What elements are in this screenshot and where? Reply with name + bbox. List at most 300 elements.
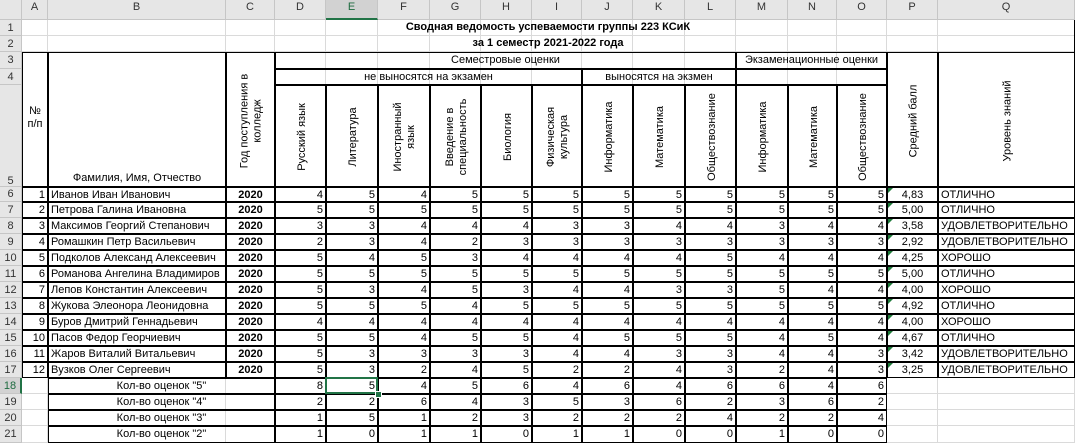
header-year — [226, 52, 275, 187]
column-header-d[interactable]: D — [275, 0, 326, 20]
grade-cell[interactable]: 5 — [275, 282, 326, 298]
grade-cell[interactable]: 5 — [685, 266, 736, 282]
student-name: Максимов Георгий Степанович — [48, 218, 226, 234]
grade-cell[interactable]: 4 — [788, 250, 837, 266]
row-header-10[interactable]: 10 — [0, 250, 22, 266]
count-cell[interactable]: 5 — [326, 378, 378, 394]
student-year: 2020 — [226, 282, 275, 298]
grade-cell[interactable]: 3 — [326, 234, 378, 250]
grade-cell[interactable]: 4 — [532, 250, 582, 266]
column-header-b[interactable]: B — [48, 0, 226, 20]
header-subject-11 — [788, 85, 837, 187]
grade-cell[interactable]: 5 — [275, 250, 326, 266]
student-average: 4,00 — [887, 314, 938, 330]
grid-cell[interactable] — [887, 426, 938, 443]
grade-cell[interactable]: 3 — [481, 234, 532, 250]
count-cell[interactable]: 3 — [736, 394, 788, 410]
warning-triangle-icon — [888, 267, 893, 272]
column-header-l[interactable]: L — [685, 0, 736, 20]
header-exam-carried: выносятся на экзмен — [582, 69, 736, 85]
student-name: Буров Дмитрий Геннадьевич — [48, 314, 226, 330]
grade-cell[interactable]: 5 — [481, 266, 532, 282]
count-cell[interactable]: 1 — [582, 426, 633, 443]
grade-cell[interactable]: 2 — [736, 362, 788, 378]
grade-cell[interactable]: 5 — [532, 202, 582, 218]
grade-cell[interactable]: 5 — [481, 362, 532, 378]
grade-cell[interactable]: 3 — [837, 234, 887, 250]
grade-cell[interactable]: 5 — [736, 298, 788, 314]
grade-cell[interactable]: 5 — [430, 202, 481, 218]
row-header-6[interactable]: 6 — [0, 187, 22, 202]
count-cell[interactable]: 3 — [582, 394, 633, 410]
grade-cell[interactable]: 4 — [685, 218, 736, 234]
grade-cell[interactable]: 5 — [378, 298, 430, 314]
student-name: Пасов Федор Георчиевич — [48, 330, 226, 346]
count-cell[interactable]: 4 — [788, 378, 837, 394]
header-average-label: Средний балл — [907, 84, 919, 157]
grade-cell[interactable]: 5 — [788, 266, 837, 282]
header-subject-2 — [326, 85, 378, 187]
student-average: 3,42 — [887, 346, 938, 362]
header-semester-grades: Семестровые оценки — [275, 52, 736, 69]
grade-cell[interactable]: 4 — [582, 346, 633, 362]
grade-cell[interactable]: 3 — [326, 362, 378, 378]
grade-cell[interactable]: 5 — [582, 330, 633, 346]
grade-cell[interactable]: 4 — [788, 314, 837, 330]
grade-cell[interactable]: 3 — [378, 346, 430, 362]
student-name: Иванов Иван Иванович — [48, 187, 226, 202]
column-header-i[interactable]: I — [532, 0, 582, 20]
grade-cell[interactable]: 2 — [378, 362, 430, 378]
grade-cell[interactable]: 4 — [582, 314, 633, 330]
grade-cell[interactable]: 3 — [788, 234, 837, 250]
fill-handle[interactable] — [375, 391, 382, 398]
column-header-m[interactable]: M — [736, 0, 788, 20]
grade-cell[interactable]: 3 — [685, 346, 736, 362]
grade-cell[interactable]: 3 — [430, 250, 481, 266]
header-subject-12-label: Обществознание — [856, 93, 869, 181]
count-cell[interactable]: 2 — [736, 410, 788, 426]
count-cell[interactable]: 0 — [633, 426, 685, 443]
warning-triangle-icon — [888, 235, 893, 240]
grade-cell[interactable]: 4 — [378, 187, 430, 202]
row-header-8[interactable]: 8 — [0, 218, 22, 234]
student-number: 2 — [22, 202, 48, 218]
count-cell[interactable]: 0 — [837, 426, 887, 443]
student-average: 4,00 — [887, 282, 938, 298]
grade-cell[interactable]: 3 — [685, 282, 736, 298]
count-cell[interactable]: 2 — [582, 410, 633, 426]
grade-cell[interactable]: 4 — [532, 346, 582, 362]
grade-cell[interactable]: 4 — [275, 187, 326, 202]
grade-cell[interactable]: 4 — [326, 250, 378, 266]
grade-cell[interactable]: 4 — [788, 362, 837, 378]
count-cell[interactable]: 3 — [481, 410, 532, 426]
row-header-21[interactable]: 21 — [0, 426, 22, 443]
grade-cell[interactable]: 4 — [532, 282, 582, 298]
grade-cell[interactable]: 4 — [633, 250, 685, 266]
count-cell[interactable]: 1 — [378, 426, 430, 443]
header-average — [887, 52, 938, 187]
grade-cell[interactable]: 4 — [837, 218, 887, 234]
count-cell[interactable]: 5 — [532, 394, 582, 410]
header-subject-12 — [837, 85, 887, 187]
row-header-19[interactable]: 19 — [0, 394, 22, 410]
grade-cell[interactable]: 5 — [378, 266, 430, 282]
grade-cell[interactable]: 5 — [736, 282, 788, 298]
header-subject-11-label: Математика — [807, 106, 819, 168]
grade-cell[interactable]: 5 — [532, 266, 582, 282]
student-number: 3 — [22, 218, 48, 234]
grade-cell[interactable]: 5 — [685, 187, 736, 202]
grade-cell[interactable]: 5 — [582, 187, 633, 202]
header-subject-6-label: Физическая культура — [545, 106, 570, 168]
grade-cell[interactable]: 3 — [633, 282, 685, 298]
count-cell[interactable]: 2 — [837, 394, 887, 410]
grid-cell[interactable] — [887, 410, 938, 426]
grade-cell[interactable]: 4 — [633, 314, 685, 330]
student-average: 4,92 — [887, 298, 938, 314]
grade-cell[interactable]: 5 — [378, 202, 430, 218]
grid-cell[interactable] — [22, 410, 48, 426]
grade-cell[interactable]: 4 — [326, 314, 378, 330]
grid-cell[interactable] — [938, 378, 1075, 394]
grade-cell[interactable]: 3 — [532, 218, 582, 234]
grade-cell[interactable]: 3 — [685, 234, 736, 250]
grid-cell[interactable] — [938, 394, 1075, 410]
grade-cell[interactable]: 3 — [481, 346, 532, 362]
grade-cell[interactable]: 5 — [481, 298, 532, 314]
grade-cell[interactable]: 3 — [326, 282, 378, 298]
grade-cell[interactable]: 5 — [788, 330, 837, 346]
grade-cell[interactable]: 5 — [326, 187, 378, 202]
grade-cell[interactable]: 4 — [378, 314, 430, 330]
count-cell[interactable]: 1 — [430, 426, 481, 443]
count-cell[interactable]: 6 — [481, 378, 532, 394]
student-year: 2020 — [226, 362, 275, 378]
grade-cell[interactable]: 5 — [532, 187, 582, 202]
column-header-g[interactable]: G — [430, 0, 481, 20]
count-cell[interactable]: 6 — [788, 394, 837, 410]
count-cell[interactable]: 2 — [633, 410, 685, 426]
grade-cell[interactable]: 5 — [430, 187, 481, 202]
column-header-f[interactable]: F — [378, 0, 430, 20]
grade-cell[interactable]: 3 — [326, 218, 378, 234]
grade-cell[interactable]: 3 — [481, 282, 532, 298]
grade-cell[interactable]: 5 — [275, 362, 326, 378]
grade-cell[interactable]: 4 — [481, 314, 532, 330]
count-cell[interactable]: 2 — [685, 394, 736, 410]
grade-cell[interactable]: 5 — [788, 298, 837, 314]
count-cell[interactable]: 4 — [378, 378, 430, 394]
grade-cell[interactable]: 5 — [326, 298, 378, 314]
column-header-c[interactable]: C — [226, 0, 275, 20]
student-number: 1 — [22, 187, 48, 202]
count-cell[interactable]: 0 — [788, 426, 837, 443]
count-cell[interactable]: 5 — [326, 410, 378, 426]
grade-cell[interactable]: 5 — [788, 187, 837, 202]
grade-cell[interactable]: 5 — [430, 282, 481, 298]
column-header-p[interactable]: P — [887, 0, 938, 20]
row-header-5[interactable]: 5 — [0, 85, 22, 187]
grade-cell[interactable]: 4 — [788, 346, 837, 362]
header-subject-9 — [685, 85, 736, 187]
grade-cell[interactable]: 4 — [736, 330, 788, 346]
row-header-9[interactable]: 9 — [0, 234, 22, 250]
grade-cell[interactable]: 4 — [837, 314, 887, 330]
grade-cell[interactable]: 4 — [378, 282, 430, 298]
count-cell[interactable]: 3 — [481, 394, 532, 410]
grade-cell[interactable]: 2 — [582, 362, 633, 378]
column-header-k[interactable]: K — [633, 0, 685, 20]
count-cell[interactable]: 1 — [275, 410, 326, 426]
row-header-12[interactable]: 12 — [0, 282, 22, 298]
grade-cell[interactable]: 3 — [532, 234, 582, 250]
grade-cell[interactable]: 5 — [582, 298, 633, 314]
count-cell[interactable]: 4 — [837, 410, 887, 426]
warning-triangle-icon — [888, 251, 893, 256]
header-subject-5 — [481, 85, 532, 187]
select-all-corner[interactable] — [0, 0, 22, 20]
grade-cell[interactable]: 4 — [685, 314, 736, 330]
grade-cell[interactable]: 5 — [633, 187, 685, 202]
column-header-j[interactable]: J — [582, 0, 633, 20]
grade-cell[interactable]: 3 — [837, 362, 887, 378]
grid-cell[interactable] — [887, 378, 938, 394]
header-year-label: Год поступления в колледж — [238, 73, 264, 168]
header-number — [22, 52, 48, 187]
active-cell-selection[interactable] — [325, 377, 378, 394]
count-cell[interactable]: 4 — [532, 378, 582, 394]
grade-cell[interactable]: 5 — [326, 330, 378, 346]
grade-cell[interactable]: 4 — [837, 282, 887, 298]
student-name: Петрова Галина Ивановна — [48, 202, 226, 218]
student-level: ОТЛИЧНО — [938, 266, 1075, 282]
grade-cell[interactable]: 4 — [275, 314, 326, 330]
count-cell[interactable]: 4 — [430, 394, 481, 410]
grade-cell[interactable]: 5 — [633, 298, 685, 314]
grade-cell[interactable]: 5 — [837, 266, 887, 282]
row-header-17[interactable]: 17 — [0, 362, 22, 378]
header-subject-9-label: Обществознание — [705, 93, 717, 181]
grade-cell[interactable]: 4 — [736, 314, 788, 330]
grade-cell[interactable]: 4 — [532, 314, 582, 330]
count-cell[interactable]: 6 — [633, 394, 685, 410]
grade-cell[interactable]: 4 — [736, 346, 788, 362]
warning-triangle-icon — [888, 203, 893, 208]
count-cell[interactable]: 6 — [736, 378, 788, 394]
grade-cell[interactable]: 3 — [582, 234, 633, 250]
header-not-exam: не выносятся на экзамен — [275, 69, 582, 85]
grade-cell[interactable]: 5 — [633, 330, 685, 346]
count-cell[interactable]: 5 — [430, 378, 481, 394]
header-subject-6 — [532, 85, 582, 187]
grade-cell[interactable]: 5 — [633, 266, 685, 282]
row-header-13[interactable]: 13 — [0, 298, 22, 314]
student-name: Жукова Элеонора Леонидовна — [48, 298, 226, 314]
grade-cell[interactable]: 4 — [633, 362, 685, 378]
grade-cell[interactable]: 3 — [837, 346, 887, 362]
grade-cell[interactable]: 5 — [736, 187, 788, 202]
grade-cell[interactable]: 4 — [736, 250, 788, 266]
header-subject-3-label: Иностранный язык — [392, 102, 417, 172]
grade-cell[interactable]: 3 — [633, 234, 685, 250]
grade-cell[interactable]: 3 — [736, 218, 788, 234]
grid-cell[interactable] — [887, 394, 938, 410]
count-cell[interactable]: 1 — [532, 426, 582, 443]
count-cell[interactable]: 2 — [326, 394, 378, 410]
grade-cell[interactable]: 4 — [378, 234, 430, 250]
count-cell[interactable]: 2 — [532, 410, 582, 426]
grade-cell[interactable]: 5 — [430, 266, 481, 282]
header-subject-2-label: Литература — [346, 107, 359, 167]
grid-cell[interactable] — [938, 410, 1075, 426]
count-cell[interactable]: 6 — [378, 394, 430, 410]
count-cell[interactable]: 0 — [481, 426, 532, 443]
grade-cell[interactable]: 4 — [378, 218, 430, 234]
student-number: 11 — [22, 346, 48, 362]
header-level — [938, 52, 1075, 187]
grade-cell[interactable]: 5 — [532, 298, 582, 314]
column-header-n[interactable]: N — [788, 0, 837, 20]
row-header-16[interactable]: 16 — [0, 346, 22, 362]
grade-cell[interactable]: 2 — [532, 362, 582, 378]
student-year: 2020 — [226, 218, 275, 234]
count-cell[interactable]: 1 — [378, 410, 430, 426]
count-cell[interactable]: 2 — [430, 410, 481, 426]
grid-cell[interactable] — [22, 426, 48, 443]
count-cell[interactable]: 8 — [275, 378, 326, 394]
count-cell[interactable]: 2 — [275, 394, 326, 410]
grade-cell[interactable]: 5 — [685, 298, 736, 314]
grade-cell[interactable]: 5 — [378, 250, 430, 266]
grade-cell[interactable]: 4 — [481, 218, 532, 234]
warning-triangle-icon — [888, 219, 893, 224]
grade-cell[interactable]: 5 — [582, 202, 633, 218]
grade-cell[interactable]: 5 — [685, 250, 736, 266]
grade-cell[interactable]: 5 — [275, 346, 326, 362]
grid-cell[interactable] — [938, 426, 1075, 443]
grade-cell[interactable]: 4 — [788, 282, 837, 298]
warning-triangle-icon — [888, 347, 893, 352]
grade-cell[interactable]: 5 — [685, 202, 736, 218]
count-cell[interactable]: 4 — [633, 378, 685, 394]
row-header-15[interactable]: 15 — [0, 330, 22, 346]
grade-cell[interactable]: 5 — [837, 298, 887, 314]
grade-cell[interactable]: 5 — [633, 202, 685, 218]
grade-cell[interactable]: 2 — [275, 234, 326, 250]
grade-cell[interactable]: 5 — [430, 330, 481, 346]
grade-cell[interactable]: 5 — [685, 330, 736, 346]
grade-cell[interactable]: 4 — [788, 218, 837, 234]
row-header-4[interactable]: 4 — [0, 69, 22, 85]
student-level: УДОВЛЕТВОРИТЕЛЬНО — [938, 346, 1075, 362]
count-cell[interactable]: 0 — [685, 426, 736, 443]
grid-cell[interactable] — [22, 378, 48, 394]
grade-cell[interactable]: 5 — [326, 266, 378, 282]
header-subject-1 — [275, 85, 326, 187]
count-cell[interactable]: 6 — [582, 378, 633, 394]
grade-cell[interactable]: 4 — [582, 250, 633, 266]
grid-cell[interactable] — [22, 394, 48, 410]
grade-cell[interactable]: 3 — [736, 234, 788, 250]
row-header-14[interactable]: 14 — [0, 314, 22, 330]
student-year: 2020 — [226, 187, 275, 202]
count-cell[interactable]: 4 — [685, 410, 736, 426]
grade-cell[interactable]: 3 — [430, 346, 481, 362]
grade-cell[interactable]: 5 — [326, 202, 378, 218]
grade-cell[interactable]: 4 — [837, 250, 887, 266]
grade-cell[interactable]: 4 — [633, 218, 685, 234]
column-header-o[interactable]: O — [837, 0, 887, 20]
header-subject-7 — [582, 85, 633, 187]
count-cell[interactable]: 1 — [275, 426, 326, 443]
grade-cell[interactable]: 3 — [685, 362, 736, 378]
count-label: Кол-во оценок "3" — [48, 410, 275, 426]
grade-cell[interactable]: 2 — [430, 234, 481, 250]
count-cell[interactable]: 1 — [736, 426, 788, 443]
count-cell[interactable]: 6 — [837, 378, 887, 394]
grade-cell[interactable]: 5 — [275, 298, 326, 314]
row-header-20[interactable]: 20 — [0, 410, 22, 426]
grade-cell[interactable]: 5 — [736, 266, 788, 282]
grade-cell[interactable]: 4 — [430, 362, 481, 378]
row-header-7[interactable]: 7 — [0, 202, 22, 218]
grade-cell[interactable]: 5 — [736, 202, 788, 218]
count-cell[interactable]: 2 — [788, 410, 837, 426]
student-year: 2020 — [226, 330, 275, 346]
grade-cell[interactable]: 5 — [788, 202, 837, 218]
count-cell[interactable]: 6 — [685, 378, 736, 394]
row-header-2[interactable]: 2 — [0, 36, 22, 52]
grade-cell[interactable]: 5 — [837, 187, 887, 202]
grade-cell[interactable]: 5 — [481, 330, 532, 346]
row-header-1[interactable]: 1 — [0, 20, 22, 36]
grade-cell[interactable]: 5 — [481, 202, 532, 218]
student-name: Жаров Виталий Витальевич — [48, 346, 226, 362]
grade-cell[interactable]: 4 — [430, 314, 481, 330]
grade-cell[interactable]: 3 — [633, 346, 685, 362]
row-header-11[interactable]: 11 — [0, 266, 22, 282]
grade-cell[interactable]: 4 — [837, 330, 887, 346]
grade-cell[interactable]: 5 — [582, 266, 633, 282]
row-header-18[interactable]: 18 — [0, 378, 22, 394]
grade-cell[interactable]: 4 — [582, 282, 633, 298]
grade-cell[interactable]: 5 — [837, 202, 887, 218]
row-header-3[interactable]: 3 — [0, 52, 22, 69]
column-header-h[interactable]: H — [481, 0, 532, 20]
grade-cell[interactable]: 5 — [275, 202, 326, 218]
grade-cell[interactable]: 5 — [481, 187, 532, 202]
grade-cell[interactable]: 3 — [326, 346, 378, 362]
grade-cell[interactable]: 5 — [275, 266, 326, 282]
grade-cell[interactable]: 4 — [430, 298, 481, 314]
grade-cell[interactable]: 4 — [532, 330, 582, 346]
count-label: Кол-во оценок "4" — [48, 394, 275, 410]
column-header-e[interactable]: E — [326, 0, 378, 20]
student-name: Лепов Константин Алексеевич — [48, 282, 226, 298]
count-cell[interactable]: 0 — [326, 426, 378, 443]
grade-cell[interactable]: 3 — [582, 218, 633, 234]
grade-cell[interactable]: 4 — [378, 330, 430, 346]
grade-cell[interactable]: 5 — [275, 330, 326, 346]
column-header-a[interactable]: A — [22, 0, 48, 20]
grade-cell[interactable]: 4 — [430, 218, 481, 234]
student-name: Подколов Александ Алексеевич — [48, 250, 226, 266]
grade-cell[interactable]: 4 — [481, 250, 532, 266]
column-header-q[interactable]: Q — [938, 0, 1075, 20]
grade-cell[interactable]: 3 — [275, 218, 326, 234]
